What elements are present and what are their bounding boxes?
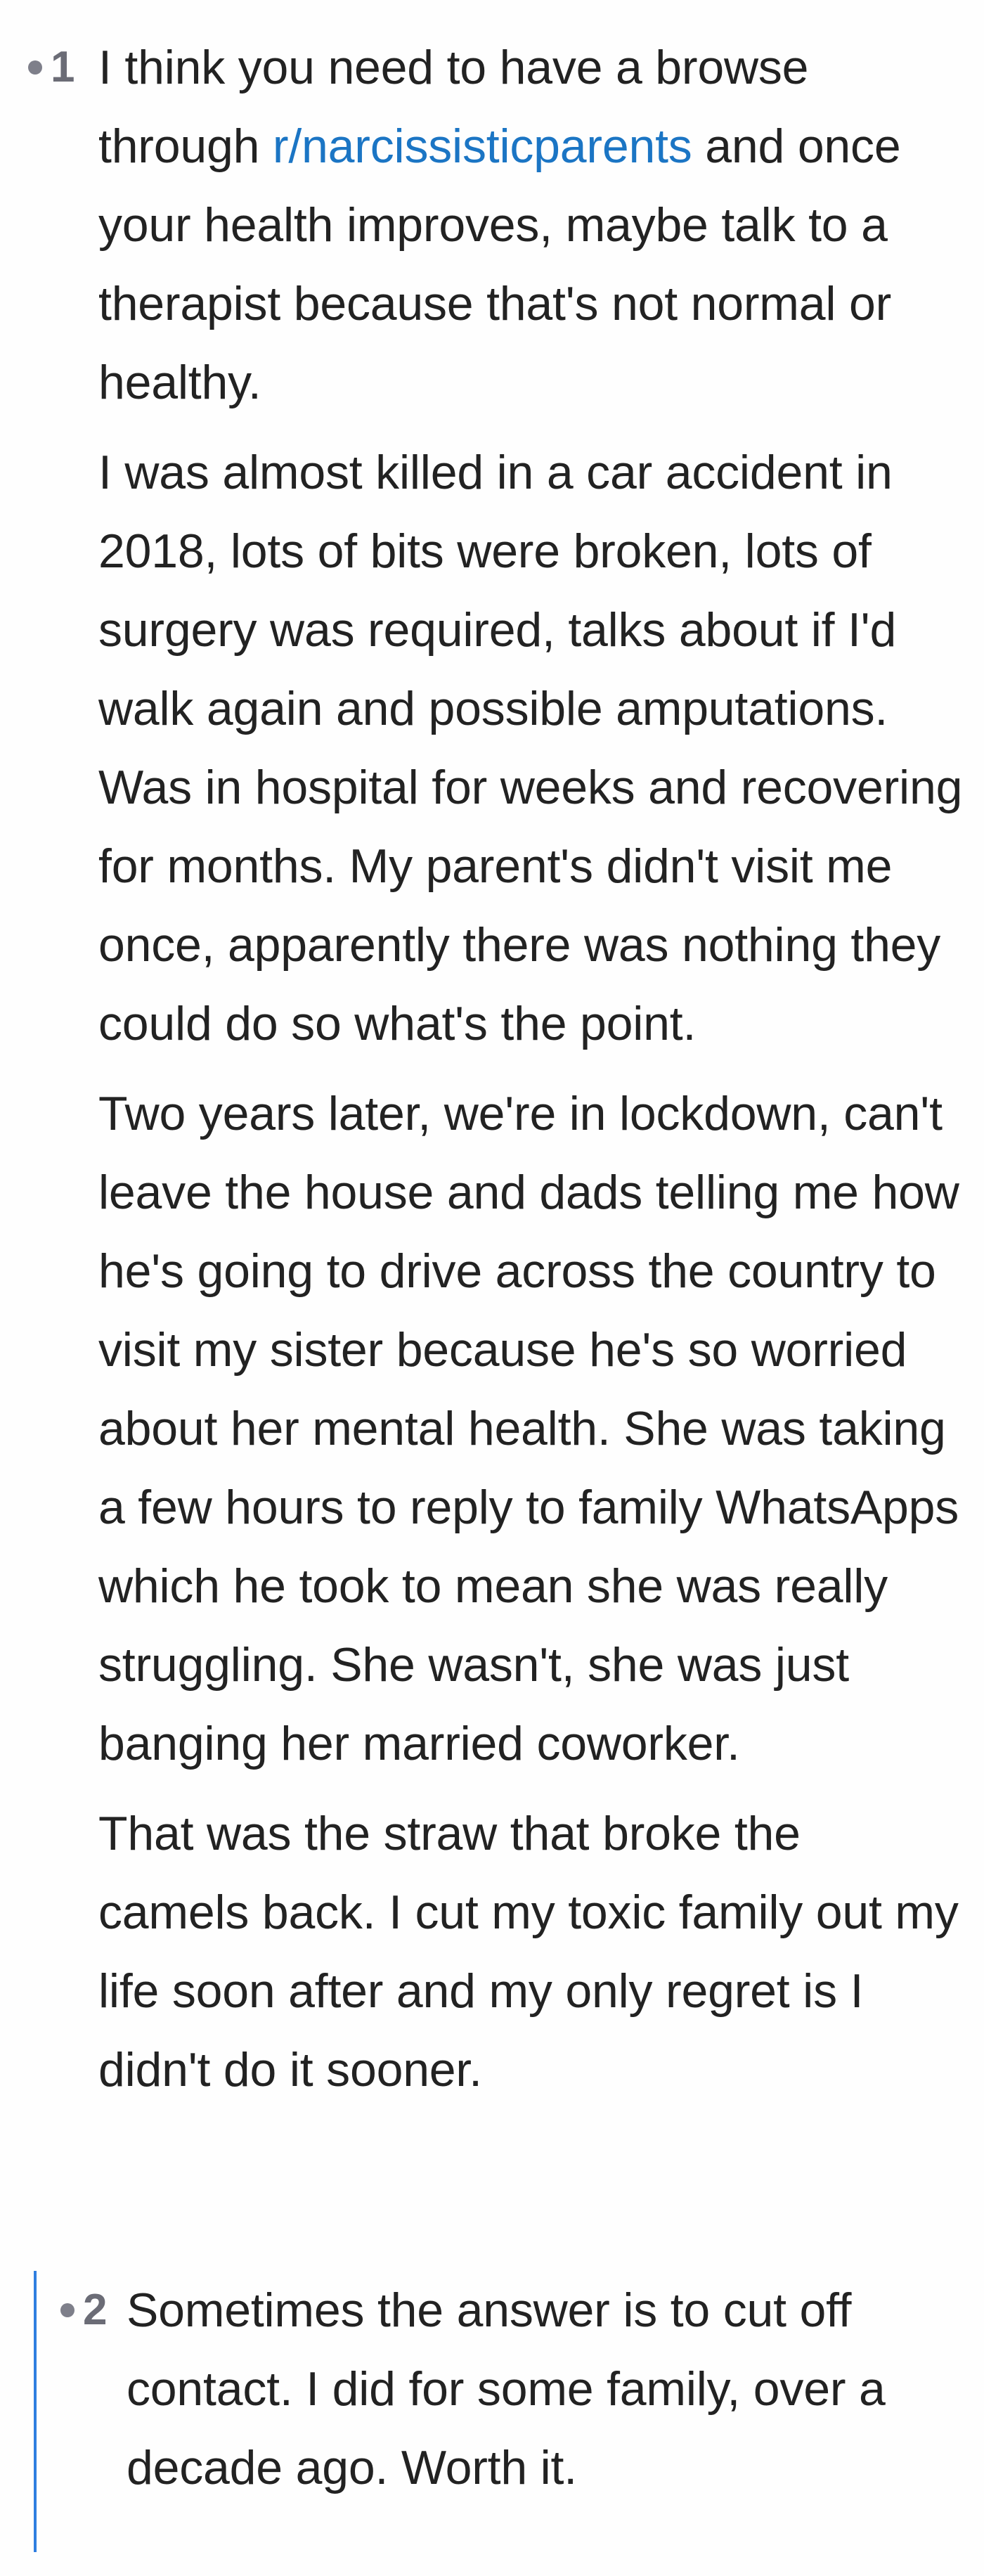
comment-paragraph: [98, 28, 963, 422]
paragraph-text: and once your health improves, maybe talk to a therapist because that's not normal or healthy.: [98, 120, 901, 409]
comment-paragraph: I was almost killed in a car accident in 2018, lots of bits were broken, lots of surgery was required, talks about if I'd walk again and possible amputations. Was in hospital for weeks and recovering for months. My parent's didn't visit me once, apparently there was nothing they could do so what's the point.: [98, 446, 963, 1050]
comment-body: [127, 2271, 963, 2518]
reply-comment: [34, 2271, 963, 2552]
comment-header: [28, 28, 75, 107]
comment-score: 1: [51, 43, 75, 91]
subreddit-link[interactable]: r/narcissisticparents: [272, 120, 692, 173]
comment-paragraph: That was the straw that broke the camels back. I cut my toxic family out my life soon after and my only regret is I didn't do it sooner.: [98, 1807, 959, 2097]
thread-line[interactable]: [34, 2271, 37, 2552]
comment-paragraph: Two years later, we're in lockdown, can't leave the house and dads telling me how he's going to drive across the country to visit my sister because he's so worried about her mental health. She was taking a few hours to reply to family WhatsApps which he took to mean she was really struggling. She wasn't, she was just banging her married coworker.: [98, 1087, 959, 1770]
comment-score: 2: [83, 2286, 108, 2334]
paragraph-text: I think you need to have a browse through: [98, 41, 809, 173]
comment-header: [60, 2271, 107, 2350]
bullet-icon: [28, 60, 42, 75]
comment-body: [98, 28, 963, 2120]
comment-paragraph: Sometimes the answer is to cut off contact. I did for some family, over a decade ago. Worth it.: [127, 2284, 886, 2494]
bullet-icon: [60, 2303, 75, 2317]
